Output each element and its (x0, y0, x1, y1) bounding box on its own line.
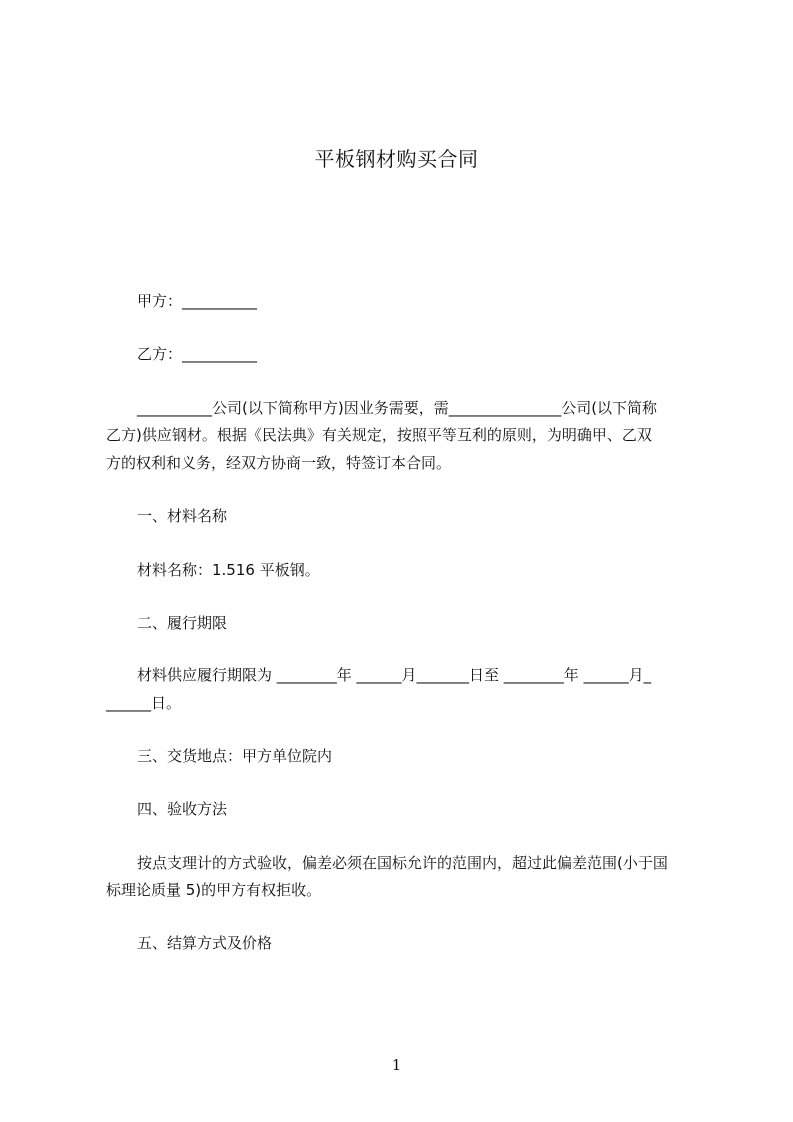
section-1-heading: 一、材料名称 (137, 507, 228, 525)
section-2-body-line-1: 材料供应履行期限为 ________年 ______月_______日至 ________年 ______月_ (137, 666, 652, 684)
intro-line-1: __________公司(以下简称甲方)因业务需要，需_______________公司(以下简称 (137, 399, 658, 417)
section-3-heading: 三、交货地点：甲方单位院内 (137, 747, 333, 765)
intro-line-3: 方的权利和义务，经双方协商一致，特签订本合同。 (106, 454, 452, 472)
section-4-heading: 四、验收方法 (137, 800, 228, 818)
section-2-body-line-2: ______日。 (106, 694, 182, 712)
party-b-line: 乙方：__________ (137, 345, 258, 363)
page-number: 1 (391, 1056, 402, 1074)
section-4-body-line-1: 按点支理计的方式验收，偏差必须在国标允许的范围内，超过此偏差范围(小于国 (137, 854, 668, 872)
section-4-body-line-2: 标理论质量 5)的甲方有权拒收。 (106, 881, 322, 899)
section-5-heading: 五、结算方式及价格 (137, 934, 273, 952)
section-1-body: 材料名称：1.516 平板钢。 (137, 561, 320, 579)
party-a-line: 甲方：__________ (137, 292, 258, 310)
section-2-heading: 二、履行期限 (137, 614, 228, 632)
document-title: 平板钢材购买合同 (314, 147, 479, 171)
intro-line-2: 乙方)供应钢材。根据《民法典》有关规定，按照平等互利的原则，为明确甲、乙双 (106, 426, 652, 444)
